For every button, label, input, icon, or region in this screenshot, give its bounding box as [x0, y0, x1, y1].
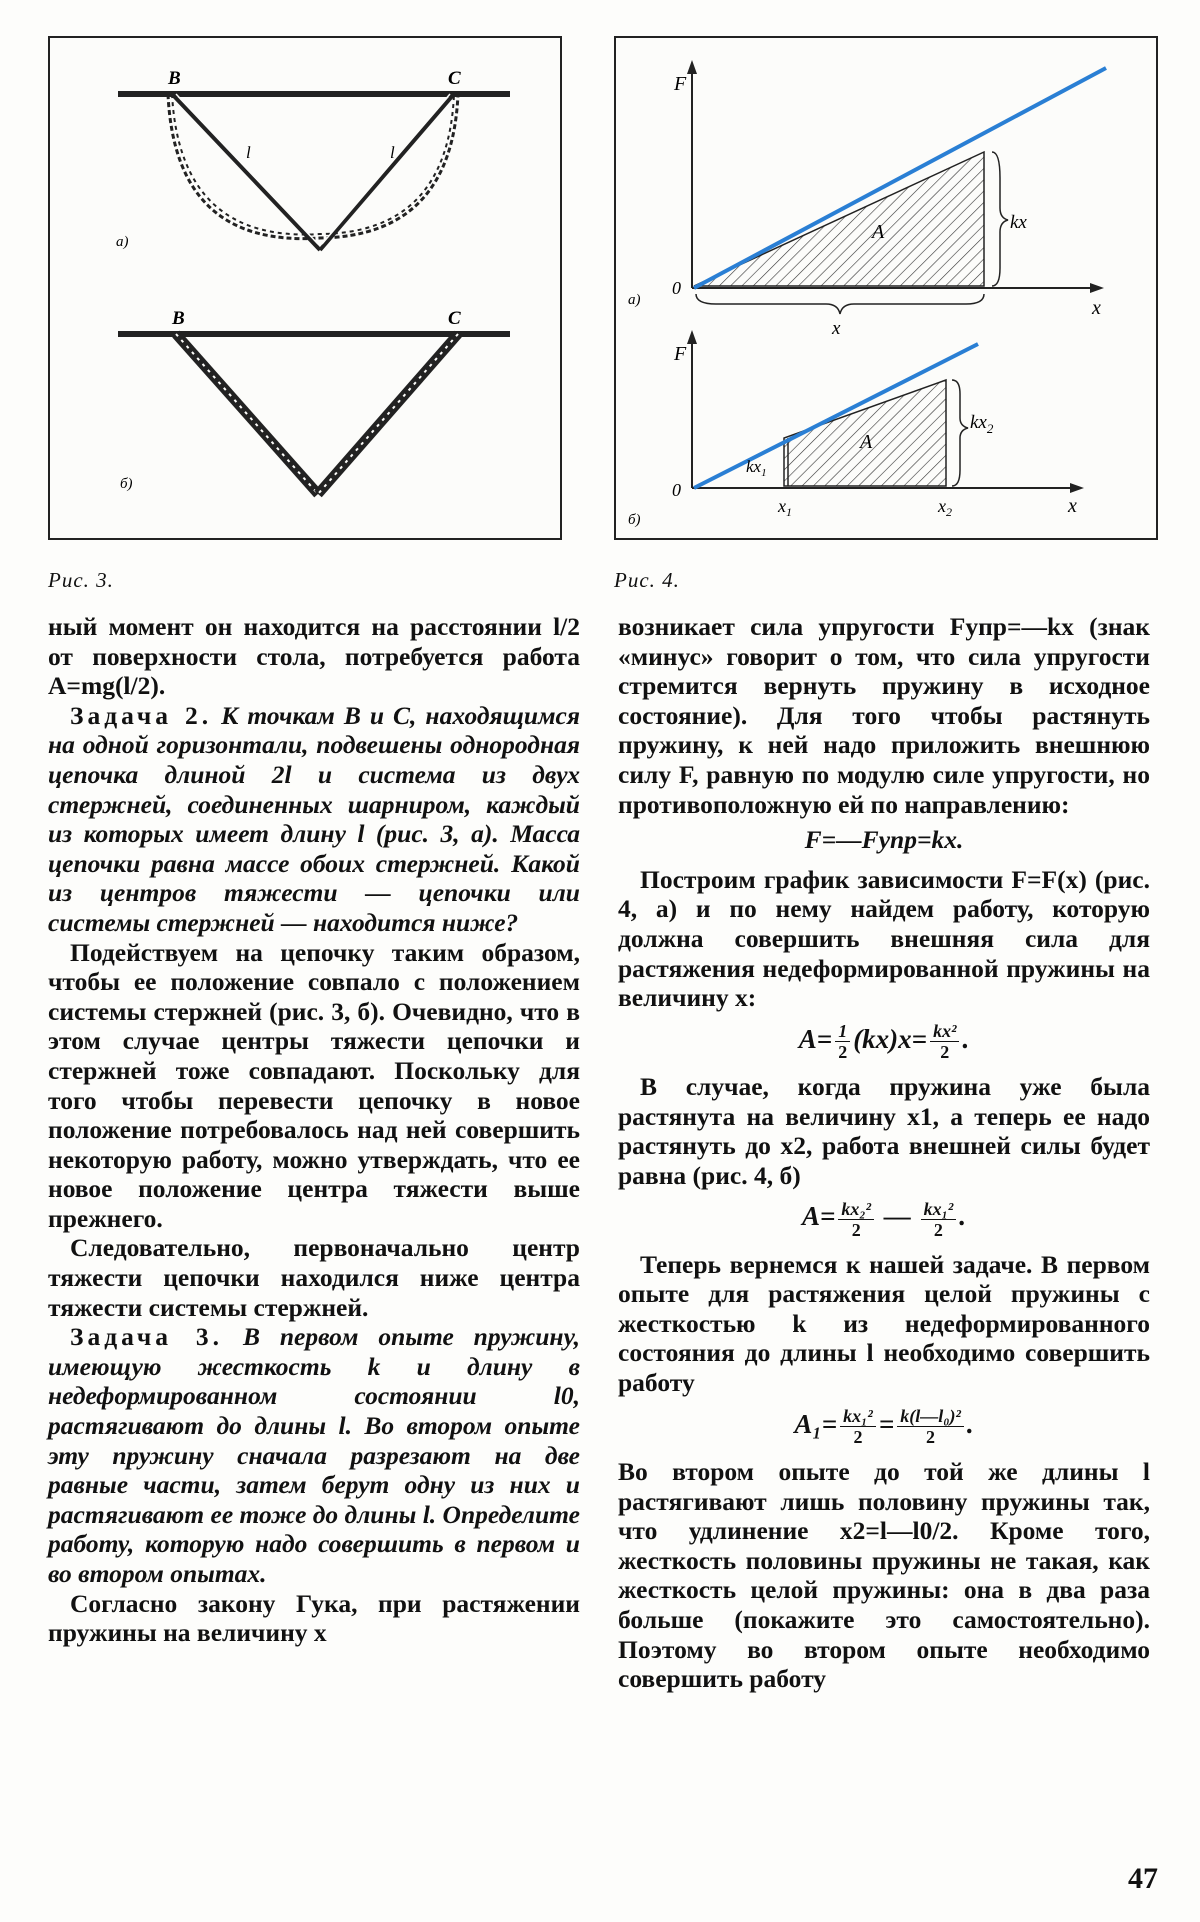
paragraph-r5: Во втором опыте до той же длины l растягивают лишь половину пружины так, что удлинение x2=l—l0/2. Кроме того, жесткость половины пружины не такая, как жесткость целой пружины: она в два раза больше (покажите это самостоятельно). Поэтому во втором опыте необходимо совершить работу — [618, 1456, 1150, 1694]
label-x1: $x_1$ — [778, 496, 792, 519]
brace-kx — [992, 152, 1008, 286]
figure-4-drawing — [616, 38, 1156, 538]
label-origin-b: 0 — [672, 480, 681, 500]
task-2 — [48, 701, 580, 938]
paragraph-r1: возникает сила упругости Fупр=—kx (знак «минус» говорит о том, что сила упругости стремится вернуть пружину в исходное состояние). Для того чтобы растянуть пружину, к ней надо приложить внешнюю силу F, равную по модулю силе упругости, но противоположную ей по направлению: — [618, 612, 1150, 819]
arrow-f-a — [687, 60, 697, 74]
figure-3-caption: Рис. 3. — [48, 568, 114, 592]
label-a: а) — [116, 234, 129, 250]
label-c-b: C — [448, 308, 461, 329]
brace-kx2 — [952, 380, 968, 486]
paragraph-4: Согласно закону Гука, при растяжении пружины на величину x — [48, 1588, 580, 1648]
paragraph-3: Следовательно, первоначально центр тяжести цепочки находился ниже центра тяжести системы стержней. — [48, 1233, 580, 1322]
chain-a — [168, 94, 458, 239]
label-kx1: $kx_1$ — [746, 457, 767, 479]
label-b-b: B — [172, 308, 185, 329]
brace-x — [696, 294, 984, 314]
task-3-text: В первом опыте пружину, имеющую жесткость k и длину в недеформированном состоянии l0, растягивают до длины l. Во втором опыте эту пружину сначала разрезают на две равные части, затем берут одну из них и растягивают ее тоже до длины l. Определите работу, которую надо совершить в первом и во втором опытах. — [48, 1322, 580, 1588]
paragraph-2: Подействуем на цепочку таким образом, чтобы ее положение совпало с положением системы стержней (рис. 3, б). Очевидно, что в этом случае центры тяжести цепочки и стержней тоже совпадают. Поскольку для того чтобы перевести цепочку в новое положение потребовалось над ней совершить некоторую работу, можно утверждать, что ее новое положение центра тяжести выше прежнего. — [48, 937, 580, 1233]
chain-a-inner — [172, 94, 454, 235]
label-kx: kx — [1010, 212, 1027, 233]
paragraph-r2: Построим график зависимости F=F(x) (рис. 4, а) и по нему найдем работу, которую должна совершить внешняя сила для растяжения недеформированной пружины на величину x: — [618, 864, 1150, 1013]
figure-3 — [48, 36, 562, 540]
label-area-b: A — [860, 431, 873, 453]
label-a-fig4: а) — [628, 292, 641, 308]
label-kx2: $kx_2$ — [970, 412, 994, 436]
paragraph-r3: В случае, когда пружина уже была растянута на величину x1, а теперь ее надо растянуть до x2, работа внешней силы будет равна (рис. 4, б) — [618, 1072, 1150, 1190]
label-area-a: A — [872, 221, 885, 243]
task-3 — [48, 1322, 580, 1588]
label-x-axis-b: x — [1068, 495, 1077, 517]
label-l-right: l — [390, 143, 395, 162]
label-x-brace: x — [832, 318, 841, 339]
formula-1: F=—Fупр=kx. — [804, 825, 964, 855]
label-b: б) — [120, 476, 133, 492]
label-origin-a: 0 — [672, 278, 681, 298]
page-number: 47 — [1128, 1862, 1158, 1895]
figure-4 — [614, 36, 1158, 540]
paragraph-1: ный момент он находится на расстоянии l/2 от поверхности стола, потребуется работа A=mg(l/2). — [48, 612, 580, 701]
task-2-label: Задача 2. — [70, 700, 213, 730]
label-b-fig4: б) — [628, 512, 641, 528]
figure-4-caption: Рис. 4. — [614, 568, 680, 592]
formula-4: A₁= $\frac{\text{kx₁²}}{2}$ = $\frac{\text{k(l—l₀)²}}{2}$ . — [794, 1405, 974, 1447]
formula-3: A= $\frac{\text{kx₂²}}{2}$ — $\frac{\text{kx₁²}}{2}$ . — [802, 1198, 966, 1240]
figure-3-drawing — [50, 38, 560, 538]
arrow-x-b — [1070, 483, 1084, 493]
label-f-a: F — [674, 73, 687, 95]
arrow-f-b — [687, 330, 697, 344]
label-x2: $x_2$ — [938, 496, 952, 519]
paragraph-r4: Теперь вернемся к нашей задаче. В первом опыте для растяжения целой пружины с жесткостью k из недеформированного состояния до длины l необходимо совершить работу — [618, 1249, 1150, 1398]
task-3-label: Задача 3. — [70, 1322, 224, 1352]
label-l-left: l — [246, 143, 251, 162]
left-column — [48, 612, 580, 1648]
label-f-b: F — [674, 343, 687, 365]
formula-2: A= $\frac{1}{2}$ (kx)x= $\frac{\text{kx²}}{2}$ . — [798, 1021, 970, 1063]
right-column — [618, 612, 1150, 1694]
rod-a-right — [320, 94, 454, 250]
label-c-a: C — [448, 68, 461, 89]
label-x-axis-a: x — [1092, 297, 1101, 319]
task-2-text: К точкам B и C, находящимся на одной горизонтали, подвешены однородная цепочка длиной 2l и система из двух стержней, соединенных шарниром, каждый из которых имеет длину l (рис. 3, а). Масса цепочки равна массе обоих стержней. Какой из центров тяжести — цепочки или системы стержней — находится ниже? — [48, 700, 580, 937]
arrow-x-a — [1090, 283, 1104, 293]
rod-a-left — [172, 94, 320, 250]
label-b-a: B — [168, 68, 181, 89]
